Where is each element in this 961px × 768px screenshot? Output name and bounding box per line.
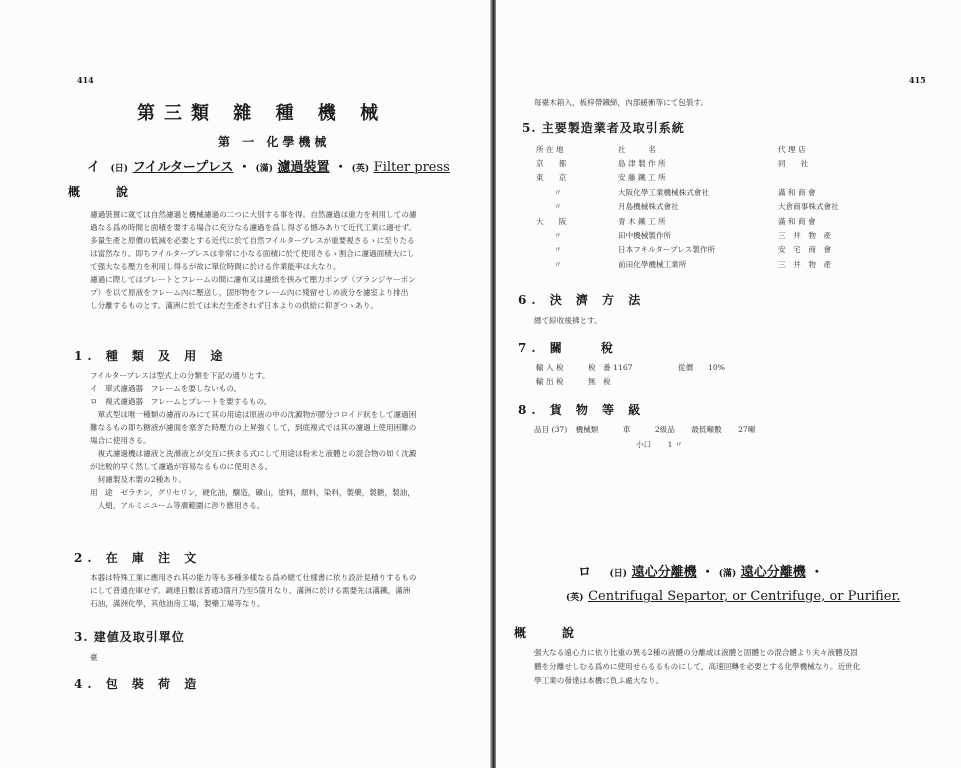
entry-marker: イ xyxy=(87,160,101,175)
category-title: 第三類 雜 種 機 械 xyxy=(137,103,388,124)
table-cell: 田中機械製作所 xyxy=(618,231,672,241)
section-heading: 5. 主要製造業者及取引系統 xyxy=(522,121,685,135)
table-header-row xyxy=(532,142,894,156)
table-cell: 青 木 鐵 工 所 xyxy=(618,216,666,226)
table-cell: 〃 xyxy=(554,202,562,212)
text-line: 濾過に際してはプレートとフレームの間に濾布又は濾紙を挾みて壓力ポンプ（プランジヤーポン xyxy=(90,275,416,284)
table-cell: 安 宅 商 會 xyxy=(778,245,832,255)
jp-tag: (日) xyxy=(609,569,628,579)
table-row xyxy=(532,228,894,242)
separator: ・ xyxy=(237,160,251,175)
table-cell: 滿 和 商 會 xyxy=(778,187,816,197)
text-line: 單式型は唯一種類の濾液のみにて其の用途は原液の中の沈澱物が膠分コロイド狀をして濾過困 xyxy=(90,410,417,419)
table-cell: 〃 xyxy=(554,245,562,255)
table-cell: 月島機械株式會社 xyxy=(618,202,679,212)
table-row xyxy=(532,185,894,199)
text-line: 强大なる遠心力に依り比重の異る2種の液體の分離或は液體と固體との混合體より夫々液體及固 xyxy=(534,648,858,657)
table-row xyxy=(532,200,894,214)
entry-heading xyxy=(578,561,823,580)
overview-heading: 概 說 xyxy=(514,626,575,640)
entry-marker: ロ xyxy=(578,565,592,580)
table-cell xyxy=(704,374,744,388)
page-number: 415 xyxy=(909,75,926,85)
cn-name: 遠心分離機 xyxy=(740,565,806,580)
jp-name: 遠心分離機 xyxy=(631,565,697,580)
section-text xyxy=(90,369,417,512)
table-cell: 〃 xyxy=(554,259,562,269)
text-line: 本器は特殊工業に應用され其の能力等も多種多樣なる爲め總て仕樣書に依り設計見積りするもの xyxy=(90,573,417,582)
table-cell: 三 井 物 產 xyxy=(778,259,832,269)
table-cell: 東 京 xyxy=(536,173,567,183)
table-cell: 從價 xyxy=(678,362,694,372)
table-cell xyxy=(774,171,894,185)
en-tag: (英) xyxy=(351,164,370,174)
cn-tag: (滿) xyxy=(255,164,273,174)
freight-row: 品目 (37) 機械類 車 2級品 最低噸數 27噸 xyxy=(534,425,756,434)
text-line: 體を分離せしむる爲めに使用せらるるものにして，高速回轉を必要とする化學機械なり。近世化 xyxy=(534,662,861,671)
table-cell: 大阪化學工業機械株式會社 xyxy=(618,187,710,197)
right-page xyxy=(496,0,961,768)
table-row xyxy=(532,214,894,228)
section-heading: 7. 關 稅 xyxy=(518,341,618,355)
section-heading: 1. 種 類 及 用 途 xyxy=(74,349,228,363)
section-heading: 3. 建値及取引單位 xyxy=(74,630,185,644)
table-cell: 〃 xyxy=(554,231,562,241)
text-line: 人絹，アルミニユーム等廣範圍に渉り應用さる。 xyxy=(90,501,265,510)
cn-tag: (滿) xyxy=(718,569,737,579)
text-line: 難なるもの即ち糖液が濾面を塞ぎた時壓力の上昇強くして，到底複式では其の濾過上使用困難の xyxy=(90,423,417,432)
en-name: Filter press xyxy=(373,160,450,175)
overview-text xyxy=(90,208,417,312)
table-row xyxy=(532,171,894,185)
table-cell: 同 社 xyxy=(778,159,809,169)
text-line: 用 途 ゼラチン，グリセリン，硬化油，醸造，礦山，塗料，顏料，染料，製藥，製糖，製油， xyxy=(90,488,415,497)
section-heading: 2. 在 庫 注 文 xyxy=(74,551,202,565)
settlement-text: 總て綜收後拂とす。 xyxy=(534,316,602,325)
text-line: プ）を以て原液をフレーム內に壓送し，固形物をフレーム內に殘留せしめ液分を濾室より排出 xyxy=(90,288,409,297)
table-row xyxy=(532,257,894,271)
jp-tag: (日) xyxy=(110,164,129,174)
table-cell: 輸 入 稅 xyxy=(536,362,564,372)
table-cell xyxy=(674,374,704,388)
text-line: ロ 複式濾過器 フレームとプレートを要するもの。 xyxy=(90,397,272,406)
column-header: 代 理 店 xyxy=(778,144,806,154)
tariff-table xyxy=(532,360,744,389)
section-text xyxy=(90,571,417,610)
text-line: し分離するものとす。滿洲に於ては未だ生產されず日本よりの供給に仰ぎつゝあり。 xyxy=(90,301,378,310)
section-heading: 8. 貨 物 等 級 xyxy=(518,403,646,417)
text-line: は當然なり。即ちフイルタープレスは非常に小なる面積に於て使用さるゝ割合に濾過面積大にし xyxy=(90,249,415,258)
unit-value: 臺 xyxy=(90,653,98,662)
table-cell: 無 稅 xyxy=(588,377,611,387)
section-heading: 4. 包 裝 荷 造 xyxy=(74,677,202,691)
freight-row: 小口 1 〃 xyxy=(636,440,683,449)
text-line: が比較的早く然して濾過が容易なるものに使用さる。 xyxy=(90,462,273,471)
table-cell: 京 都 xyxy=(536,159,567,169)
text-line: にして普通在庫せず。調達日數は普通3箇月乃至5箇月なり。滿洲に於ける需要先は滿鐵，滿洲 xyxy=(90,586,411,595)
packing-text: 每臺木箱入，板梓帶鐵締，內部緩衝等にて包裝す。 xyxy=(534,98,709,107)
table-cell: 輸 出 稅 xyxy=(536,377,564,387)
separator: ・ xyxy=(334,160,348,175)
cn-name: 濾過裝置 xyxy=(277,160,330,175)
table-cell: 島 津 製 作 所 xyxy=(618,159,666,169)
table-cell: 安 藤 鐵 工 所 xyxy=(618,173,666,183)
table-cell: 稅 番 1167 xyxy=(588,362,633,372)
jp-name: フイルタープレス xyxy=(132,160,234,175)
en-tag: (英) xyxy=(566,593,584,603)
table-cell: 10% xyxy=(708,362,725,372)
table-row xyxy=(532,360,744,374)
text-line: て强大なる壓力を利用し得るが故に單位時間に於ける作業能率は大なり。 xyxy=(90,262,341,271)
text-line: 過なる爲め時間と面積を要する場合に充分なる濾過を爲し得ざる憾みありて近代工業に適せず。 xyxy=(90,223,416,232)
table-row xyxy=(532,156,894,170)
text-line: 多量生產と原價の低減を必要とする近代に於て自然フイルタープレスが重要視さるゝに至りたる xyxy=(90,236,415,245)
table-cell: 大倉商事株式會社 xyxy=(778,202,839,212)
entry-english-line xyxy=(566,589,900,604)
table-cell: 大 阪 xyxy=(536,216,567,226)
column-header: 社 名 xyxy=(618,144,656,154)
table-row xyxy=(532,243,894,257)
table-cell: 三 井 物 產 xyxy=(778,231,832,241)
table-cell: 前田化學機械工業所 xyxy=(618,259,687,269)
text-line: 濾過裝置に就ては自然濾過と機械濾過の二つに大別する事を得。自然濾過は重力を利用しての濾 xyxy=(90,210,417,219)
separator: ・ xyxy=(810,565,824,580)
table-cell: 日本フキルタープレス製作所 xyxy=(618,245,716,255)
table-cell: 滿 和 商 會 xyxy=(778,216,816,226)
text-line: 複式濾過機は濾液と洗滌液とが交互に挾まる式にして用途は粉末と液體との混合物の如く沈澱 xyxy=(90,449,417,458)
overview-heading: 概 說 xyxy=(68,185,129,199)
text-line: 場合に使用さる。 xyxy=(90,436,151,445)
text-line: フイルタープレスは型式上の分類を下記の通りとす。 xyxy=(90,371,270,380)
manufacturers-table xyxy=(532,142,894,272)
text-line: 何濾製及木製の2種あり。 xyxy=(90,475,186,484)
separator: ・ xyxy=(701,565,715,580)
table-row xyxy=(532,374,744,388)
text-line: イ 單式濾過器 フレームを要しないもの。 xyxy=(90,384,242,393)
text-line: 石油，滿洲化學，其他油房工場，製藥工場等なり。 xyxy=(90,599,265,608)
table-cell: 〃 xyxy=(554,187,562,197)
overview-text xyxy=(534,646,860,688)
page-number: 414 xyxy=(77,75,94,85)
en-name: Centrifugal Separtor, or Centrifuge, or Purifier. xyxy=(588,589,901,604)
section-heading: 6. 決 濟 方 法 xyxy=(518,293,646,307)
subcategory-title: 第 一 化學機械 xyxy=(218,135,331,149)
column-header: 所 在 地 xyxy=(536,144,564,154)
text-line: 學工業の發達は本機に負ふ處大なり。 xyxy=(534,676,664,685)
entry-heading xyxy=(87,156,450,175)
